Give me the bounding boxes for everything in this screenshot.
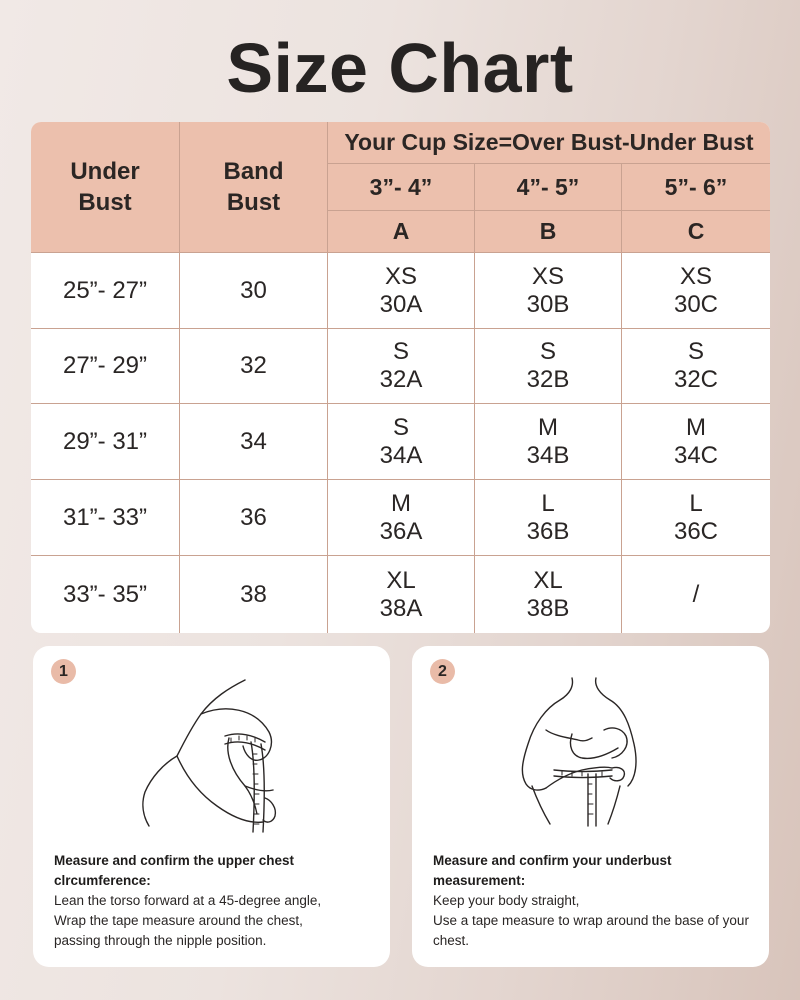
size-cell bbox=[622, 329, 770, 403]
size-cell bbox=[328, 404, 474, 479]
header-cup-size: Your Cup Size=Over Bust-Under Bust bbox=[328, 122, 770, 163]
size-letter: XS bbox=[531, 262, 564, 290]
header-under-bust bbox=[31, 122, 179, 252]
step-heading-line: clrcumference: bbox=[54, 873, 151, 888]
step-heading bbox=[54, 851, 374, 891]
size-cell bbox=[622, 253, 770, 328]
size-letter: XL bbox=[386, 566, 416, 594]
size-code: 32C bbox=[673, 366, 719, 393]
size-letter: XL bbox=[533, 566, 563, 594]
instruction-line: chest. bbox=[433, 933, 470, 948]
instruction-line: Keep your body straight, bbox=[433, 893, 580, 908]
grid-line bbox=[327, 163, 770, 164]
size-code: 36C bbox=[673, 517, 719, 545]
size-cell bbox=[475, 404, 621, 479]
band-bust-cell: 32 bbox=[240, 352, 267, 379]
step-card-2 bbox=[412, 646, 769, 967]
cup-letter-a: A bbox=[328, 211, 474, 252]
header-band-bust-label: Band Bust bbox=[223, 158, 284, 216]
size-code: 34C bbox=[673, 441, 719, 469]
under-bust-cell: 25”- 27” bbox=[62, 276, 148, 304]
band-bust-cell: 38 bbox=[240, 580, 267, 608]
size-cell bbox=[475, 480, 621, 555]
size-code: 30C bbox=[673, 290, 719, 318]
size-letter: XS bbox=[384, 262, 417, 290]
size-cell bbox=[622, 480, 770, 555]
band-bust-cell: 30 bbox=[240, 276, 267, 304]
size-code: 30A bbox=[379, 290, 423, 318]
size-cell-empty bbox=[622, 556, 770, 633]
cup-letter-c: C bbox=[622, 211, 770, 252]
size-letter: S bbox=[392, 413, 409, 441]
step-number-badge: 2 bbox=[430, 659, 455, 684]
step-card-1 bbox=[33, 646, 390, 967]
size-cell bbox=[328, 480, 474, 555]
size-chart-table bbox=[31, 122, 770, 633]
size-code: 30B bbox=[526, 290, 570, 318]
under-bust-cell: 33”- 35” bbox=[62, 580, 148, 608]
size-cell bbox=[622, 404, 770, 479]
size-code: 34A bbox=[379, 441, 423, 469]
size-letter: M bbox=[537, 413, 558, 441]
size-cell bbox=[475, 556, 621, 633]
header-under-bust-label: Under Bust bbox=[70, 158, 140, 216]
size-code: 38B bbox=[526, 594, 570, 622]
size-code: 34B bbox=[526, 441, 570, 469]
size-letter: S bbox=[687, 338, 704, 365]
header-band-bust bbox=[180, 122, 327, 252]
size-code: 32B bbox=[526, 366, 570, 393]
under-bust-cell: 27”- 29” bbox=[62, 352, 148, 379]
size-letter: S bbox=[539, 338, 556, 365]
instruction-line: Wrap the tape measure around the chest, bbox=[54, 913, 303, 928]
step-heading-line: Measure and confirm your underbust bbox=[433, 853, 672, 868]
size-letter: S bbox=[392, 338, 409, 365]
under-bust-cell: 29”- 31” bbox=[62, 427, 148, 455]
size-code: 36B bbox=[526, 517, 570, 545]
size-letter: M bbox=[686, 413, 706, 441]
band-bust-cell: 36 bbox=[240, 503, 267, 531]
size-cell bbox=[475, 253, 621, 328]
step-heading-line: Measure and confirm the upper chest bbox=[54, 853, 295, 868]
cup-range-1: 3”- 4” bbox=[328, 164, 474, 210]
size-letter: L bbox=[689, 489, 703, 517]
size-cell bbox=[328, 329, 474, 403]
step-heading bbox=[433, 851, 753, 891]
step-instructions bbox=[433, 891, 763, 951]
size-cell bbox=[475, 329, 621, 403]
size-code: 36A bbox=[379, 517, 423, 545]
cup-letter-b: B bbox=[475, 211, 621, 252]
size-letter: / bbox=[692, 580, 700, 608]
step-heading-line: measurement: bbox=[433, 873, 526, 888]
size-letter: L bbox=[541, 489, 555, 517]
upright-underbust-measure-illustration bbox=[512, 674, 652, 829]
band-bust-cell: 34 bbox=[240, 427, 267, 455]
lean-forward-measure-illustration bbox=[133, 674, 303, 834]
page-title: Size Chart bbox=[226, 29, 574, 107]
instruction-line: Use a tape measure to wrap around the base of your bbox=[433, 913, 749, 928]
size-code: 38A bbox=[379, 594, 423, 622]
instruction-line: Lean the torso forward at a 45-degree angle, bbox=[54, 893, 322, 908]
grid-line bbox=[327, 210, 770, 211]
size-code: 32A bbox=[379, 366, 423, 393]
size-cell bbox=[328, 556, 474, 633]
size-letter: M bbox=[390, 489, 411, 517]
size-letter: XS bbox=[679, 262, 712, 290]
cup-range-2: 4”- 5” bbox=[475, 164, 621, 210]
size-cell bbox=[328, 253, 474, 328]
step-instructions bbox=[54, 891, 384, 951]
step-number-badge: 1 bbox=[51, 659, 76, 684]
cup-range-3: 5”- 6” bbox=[622, 164, 770, 210]
instruction-line: passing through the nipple position. bbox=[54, 933, 267, 948]
under-bust-cell: 31”- 33” bbox=[62, 503, 148, 531]
